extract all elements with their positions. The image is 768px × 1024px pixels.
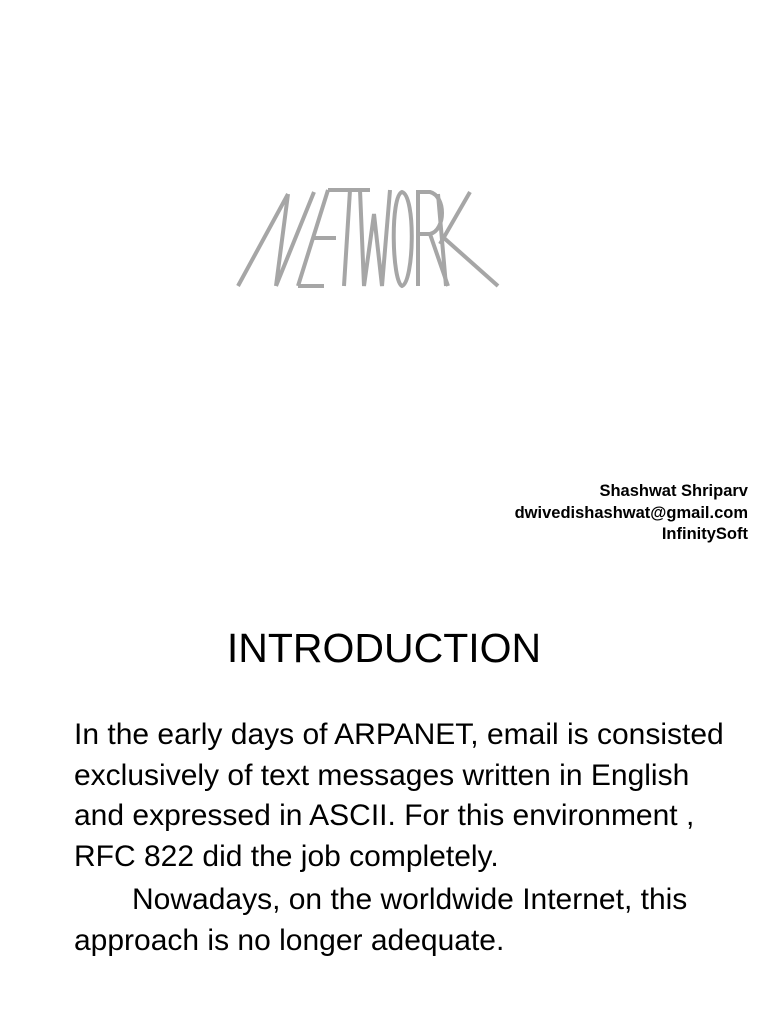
wordart-letter-k [438, 192, 498, 286]
paragraph-arpanet: In the early days of ARPANET, email is consisted exclusively of text messages written in English and expressed in ASCII. For this environment , RFC 822 did the job completely. [74, 718, 724, 873]
author-email: dwivedishashwat@gmail.com [514, 503, 748, 522]
introduction-slide [0, 578, 768, 1024]
wordart-letter-e [298, 190, 344, 286]
network-wordart-graphic [232, 186, 502, 290]
slide-heading: INTRODUCTION [226, 625, 542, 671]
paragraph-nowadays: Nowadays, on the worldwide Internet, this approach is no longer adequate. [74, 883, 688, 957]
wordart-letter-o [394, 192, 412, 286]
author-info [515, 481, 748, 546]
wordart-letter-w [360, 190, 390, 286]
author-name: Shashwat Shriparv [599, 482, 748, 500]
slide-body [74, 715, 744, 962]
author-company: InfinitySoft [661, 525, 748, 543]
network-wordart [232, 186, 502, 290]
network-wordart-letters [238, 190, 498, 286]
